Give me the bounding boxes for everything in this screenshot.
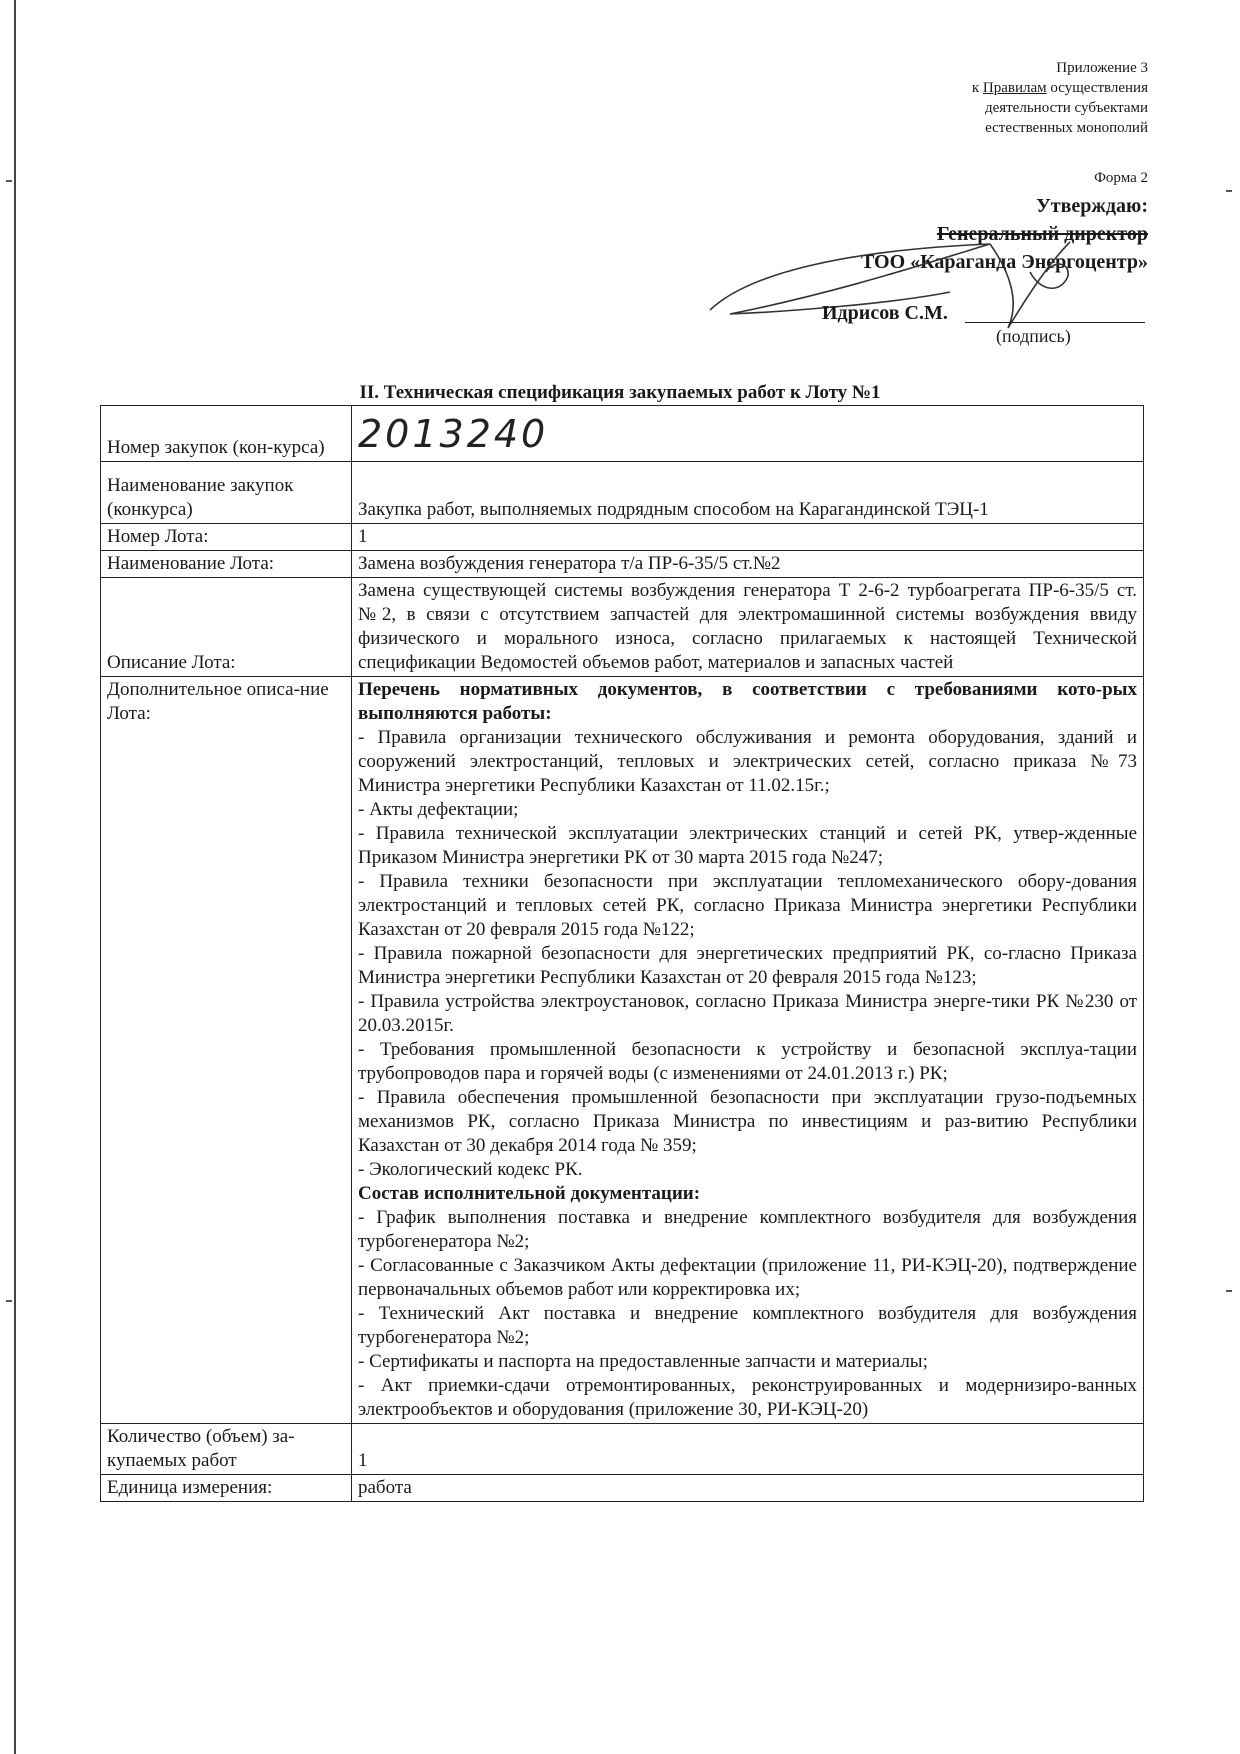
additional-description-value (352, 677, 1144, 1424)
appendix-header (828, 58, 1148, 138)
normative-heading: Перечень нормативных документов, в соответствии с требованиями кото-рых выполняются работы: (358, 679, 1137, 724)
scan-edge-mark (6, 180, 12, 182)
documentation-item: - График выполнения поставка и внедрение комплектного возбудителя для возбуждения турбогенератора №2; (358, 1207, 1137, 1252)
scan-edge-mark (1226, 190, 1232, 192)
table-row (101, 524, 1144, 551)
table-row (101, 406, 1144, 462)
normative-item: - Правила организации технического обслуживания и ремонта оборудования, зданий и сооружений электростанций, тепловых и электрических сетей, согласно приказа №73 Министра энергетики Республики Казахстан от 11.02.15г.; (358, 727, 1137, 796)
purchase-name-label: Наименование закупок (конкурса) (101, 462, 352, 524)
unit-value: работа (352, 1475, 1144, 1502)
lot-name-label: Наименование Лота: (101, 551, 352, 578)
specification-table (100, 405, 1144, 1502)
purchase-name-value: Закупка работ, выполняемых подрядным способом на Карагандинской ТЭЦ-1 (352, 462, 1144, 524)
normative-item: - Экологический кодекс РК. (358, 1159, 583, 1180)
form-number: Форма 2 (1094, 170, 1148, 186)
appendix-line: деятельности субъектами (984, 100, 1148, 116)
table-row (101, 462, 1144, 524)
documentation-item: - Сертификаты и паспорта на предоставленные запчасти и материалы; (358, 1351, 928, 1372)
appendix-line: естественных монополий (985, 120, 1148, 136)
scan-edge-line (14, 0, 16, 1754)
normative-item: - Правила устройства электроустановок, согласно Приказа Министра энерге-тики РК №230 от 20.03.2015г. (358, 991, 1137, 1036)
documentation-heading: Состав исполнительной документации: (358, 1183, 701, 1204)
table-row (101, 677, 1144, 1424)
additional-description-label: Дополнительное описа-ние Лота: (101, 677, 352, 1424)
signer-name: Идрисов С.М. (822, 302, 948, 324)
documentation-item: - Технический Акт поставка и внедрение комплектного возбудителя для возбуждения турбогенератора №2; (358, 1303, 1137, 1348)
signature-caption: (подпись) (996, 326, 1071, 346)
section-title: II. Техническая спецификация закупаемых работ к Лоту №1 (359, 382, 881, 403)
appendix-line: Приложение 3 (1056, 60, 1148, 76)
rules-link: Правилам (982, 80, 1047, 96)
signature-line (965, 322, 1145, 323)
lot-number-label: Номер Лота: (101, 524, 352, 551)
scan-edge-mark (6, 1300, 12, 1302)
appendix-line: к Правилам осуществления (971, 80, 1148, 96)
lot-description-value: Замена существующей системы возбуждения генератора Т 2-6-2 турбоагрегата ПР-6-35/5 ст. №2, в связи с отсутствием запчастей для электромашинной системы возбуждения ввиду физического и морального износа, согласно прилагаемых к настоящей Технической спецификации Ведомостей объемов работ, материалов и запасных частей (352, 578, 1144, 677)
documentation-item: - Согласованные с Заказчиком Акты дефектации (приложение 11, РИ-КЭЦ-20), подтверждение первоначальных объемов работ или корректировка их; (358, 1255, 1137, 1300)
normative-item: - Правила техники безопасности при эксплуатации тепломеханического обору-дования электростанций и тепловых сетей РК, согласно Приказа Министра энергетики Республики Казахстан от 20 февраля 2015 года №122; (358, 871, 1137, 940)
table-row (101, 578, 1144, 677)
normative-item: - Акты дефектации; (358, 799, 519, 820)
approval-company: ТОО «Караганда Энергоцентр» (860, 251, 1148, 273)
approval-position: Генеральный директор (936, 223, 1148, 245)
purchase-number-label: Номер закупок (кон-курса) (101, 406, 352, 462)
normative-item: - Правила обеспечения промышленной безопасности при эксплуатации грузо-подъемных механизмов РК, согласно Приказа Министра по инвестициям и раз-витию Республики Казахстан от 30 декабря 2014 года № 359; (358, 1087, 1137, 1156)
scan-edge-mark (1226, 1290, 1232, 1292)
quantity-label: Количество (объем) за-купаемых работ (101, 1424, 352, 1475)
normative-item: - Требования промышленной безопасности к устройству и безопасной эксплуа-тации трубопроводов пара и горячей воды (с изменениями от 24.01.2013 г.) РК; (358, 1039, 1137, 1084)
quantity-value: 1 (352, 1424, 1144, 1475)
lot-description-label: Описание Лота: (101, 578, 352, 677)
normative-item: - Правила пожарной безопасности для энергетических предприятий РК, со-гласно Приказа Министра энергетики Республики Казахстан от 20 февраля 2015 года №123; (358, 943, 1137, 988)
documentation-item: - Акт приемки-сдачи отремонтированных, реконструированных и модернизиро-ванных электрообъектов и оборудования (приложение 30, РИ-КЭЦ-20) (358, 1375, 1137, 1420)
normative-item: - Правила технической эксплуатации электрических станций и сетей РК, утвер-жденные Приказом Министра энергетики РК от 30 марта 2015 года №247; (358, 823, 1137, 868)
table-row (101, 1475, 1144, 1502)
approval-heading: Утверждаю: (1036, 195, 1148, 217)
table-row (101, 1424, 1144, 1475)
table-row (101, 551, 1144, 578)
lot-name-value: Замена возбуждения генератора т/а ПР-6-35/5 ст.№2 (352, 551, 1144, 578)
lot-number-value: 1 (352, 524, 1144, 551)
purchase-number-value: 2013240 (352, 406, 1144, 462)
unit-label: Единица измерения: (101, 1475, 352, 1502)
